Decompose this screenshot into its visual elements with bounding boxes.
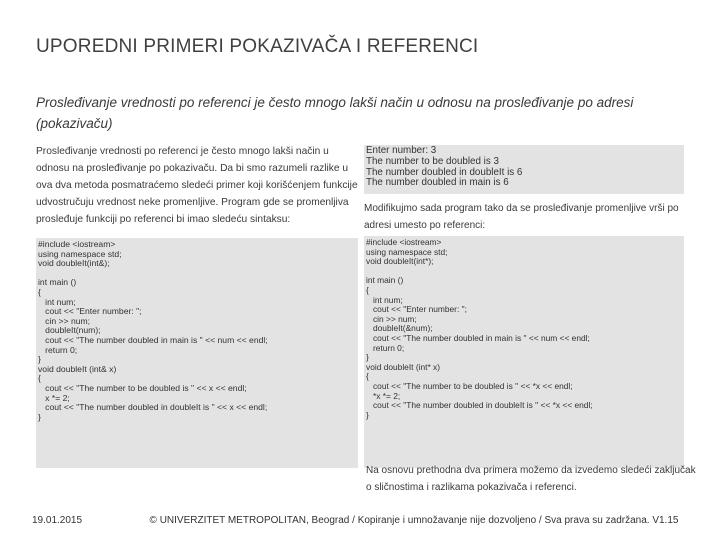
program-output-block [364, 145, 684, 194]
intro-paragraph: Prosleđivanje vrednosti po referenci je često mnogo lakši način u odnosu na prosleđivanje po pokazivaču. Da bi smo razumeli razlike u ova dva metoda posmatraćemo sledeći primer koji korišćenjem funkcije udvostručuju vrednost neke promenljive. Program gde se promenljiva prosleđuje funkciji po referenci bi imao sledeću sintaksu: [36, 146, 358, 225]
footer-date: 19.01.2015 [32, 515, 83, 526]
modify-paragraph: Modifikujmo sada program tako da se prosleđivanje promenljive vrši po adresi umesto po referenci: [364, 203, 679, 231]
right-column [364, 145, 684, 468]
output-line: The number doubled in doubleIt is 6 [366, 166, 523, 178]
page-title: UPOREDNI PRIMERI POKAZIVAČA I REFERENCI [36, 36, 479, 57]
conclusion-paragraph: Na osnovu prethodna dva primera možemo da izvedemo sledeći zaključak o sličnostima i razlikama pokazivača i referenci. [366, 465, 696, 493]
left-column [36, 143, 358, 468]
pointer-code-block: #include <iostream> using namespace std; void doubleIt(int*); int main () { int num; cout << "Enter number: "; cin >> num; doubleIt(&num); cout << "The number doubled in main is " << num << endl; return 0; } void doubleIt (int* x) { cout << "The number to be doubled is " << *x << endl; *x *= 2; cout << "The number doubled in doubleIt is " << *x << endl; } [364, 236, 684, 468]
subtitle: Prosleđivanje vrednosti po referenci je često mnogo lakši način u odnosu na prosleđivanje po adresi (pokazivaču) [36, 95, 634, 131]
footer-copyright: © UNIVERZITET METROPOLITAN, Beograd / Kopiranje i umnožavanje nije dozvoljeno / Sva prava su zadržana. V1.15 [149, 515, 679, 526]
reference-code-block: #include <iostream> using namespace std; void doubleIt(int&); int main () { int num; cout << "Enter number: "; cin >> num; doubleIt(num); cout << "The number doubled in main is " << num << endl; return 0; } void doubleIt (int& x) { cout << "The number to be doubled is " << x << endl; x *= 2; cout << "The number doubled in doubleIt is " << x << endl; } [36, 238, 358, 468]
output-line: The number doubled in main is 6 [366, 177, 509, 189]
output-line: Enter number: 3 [366, 145, 437, 156]
output-line: The number to be doubled is 3 [366, 155, 499, 167]
